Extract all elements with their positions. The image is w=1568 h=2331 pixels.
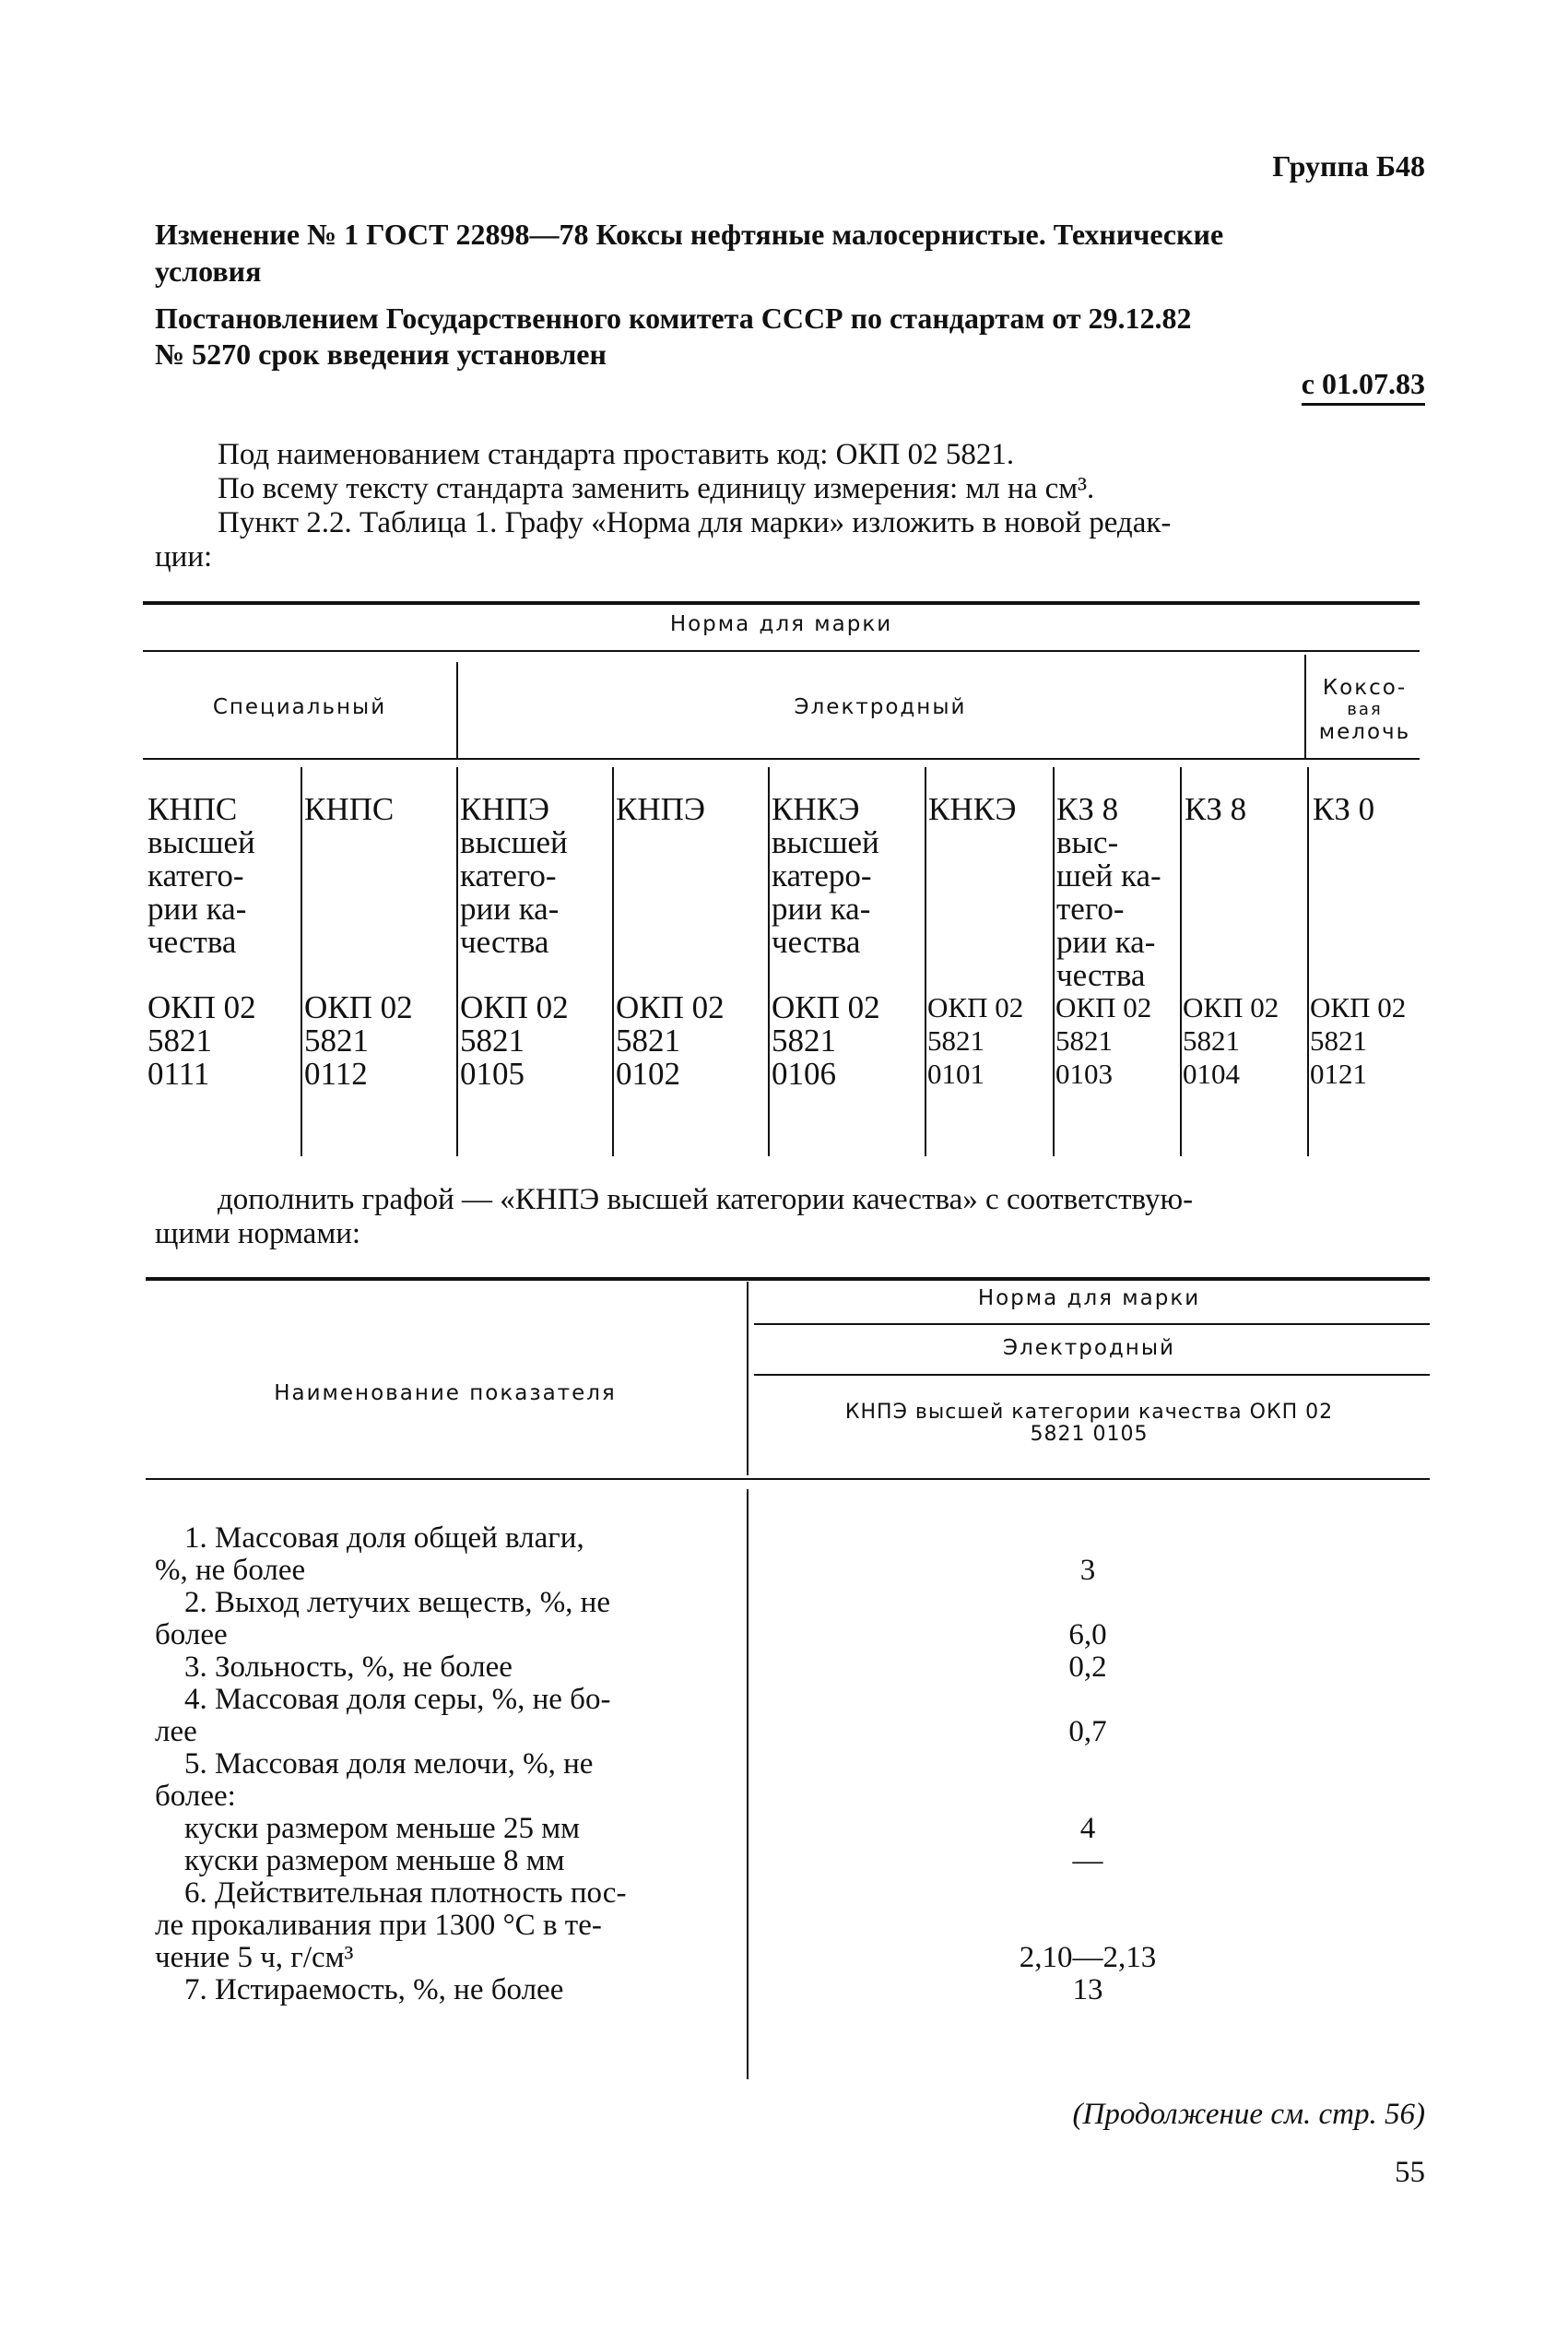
indicator-header: Наименование показателя (274, 1381, 617, 1405)
group-label: Группа Б48 (1272, 149, 1425, 183)
intro-paragraph-1: Под наименованием стандарта проставить код: ОКП 02 5821. (218, 438, 1015, 471)
grade-header-l2: 5821 0105 (1030, 1423, 1149, 1446)
name-line: шей ка- (1056, 858, 1161, 893)
code-line: 0102 (616, 1056, 680, 1092)
grade-header-l1: КНПЭ высшей категории качества ОКП 02 (844, 1401, 1334, 1424)
code-line: 0121 (1310, 1058, 1367, 1090)
name-line: чества (147, 924, 237, 960)
value-fines-8: — (1072, 1844, 1103, 1877)
value-sulfur: 0,7 (1068, 1715, 1107, 1748)
code-line: 5821 (304, 1023, 369, 1059)
col-kz8-premium-name (1056, 793, 1161, 992)
value-moisture: 3 (1079, 1554, 1096, 1587)
col-kz8-code (1183, 991, 1279, 1091)
value-abrasion: 13 (1072, 1973, 1103, 2006)
group-coke-fines-l3: мелочь (1318, 720, 1411, 744)
intro-paragraph-3-cont: ции: (155, 540, 213, 574)
col-knke-premium-code (772, 991, 880, 1091)
indicator-line: лее (155, 1715, 197, 1748)
decree-text-cont: № 5270 срок введения установлен (155, 337, 607, 371)
name-line: рии ка- (147, 891, 247, 927)
col-knke-code (927, 991, 1023, 1091)
code-line: ОКП 02 (460, 989, 569, 1025)
name-line: КЗ 8 (1056, 791, 1119, 827)
col-kz8-premium-code (1055, 991, 1151, 1091)
col-knpe-code (616, 991, 725, 1091)
code-line: ОКП 02 (1310, 991, 1407, 1024)
name-line: КНКЭ (928, 791, 1017, 827)
grade-header (749, 1402, 1430, 1446)
col-knke-premium-name (772, 793, 879, 959)
name-line: рии ка- (460, 891, 560, 927)
name-line: выс- (1056, 824, 1119, 860)
decree-text: Постановлением Государственного комитета СССР по стандартам от 29.12.82 (155, 302, 1192, 335)
name-line: чества (772, 924, 861, 960)
amendment-title-cont: условия (155, 254, 262, 288)
code-line: 0106 (772, 1056, 836, 1092)
col-knps-code (304, 991, 413, 1091)
code-line: 5821 (460, 1023, 525, 1059)
code-line: ОКП 02 (772, 989, 880, 1025)
name-line: высшей (460, 824, 568, 860)
group-coke-fines-l2: вая (1347, 700, 1383, 719)
code-line: 0101 (927, 1058, 984, 1090)
intro-paragraph-2: По всему тексту стандарта заменить единицу измерения: мл на см³. (218, 472, 1095, 505)
name-line: КЗ 8 (1185, 791, 1247, 827)
indicator-line: чение 5 ч, г/см³ (155, 1941, 354, 1974)
code-line: 0104 (1183, 1058, 1240, 1090)
code-line: ОКП 02 (304, 989, 413, 1025)
norm-header: Норма для марки (977, 1286, 1201, 1310)
mid-paragraph-cont: щими нормами: (155, 1217, 361, 1250)
indicator-line: более (155, 1618, 228, 1651)
value-density: 2,10—2,13 (1019, 1941, 1157, 1974)
col-knke-name (928, 793, 1017, 826)
continuation-note: (Продолжение см. стр. 56) (1072, 2098, 1425, 2131)
code-line: 5821 (1310, 1024, 1367, 1057)
name-line: тего- (1056, 891, 1125, 927)
indicator-line: %, не более (155, 1554, 306, 1587)
intro-paragraph-3: Пункт 2.2. Таблица 1. Графу «Норма для марки» изложить в новой редак- (218, 506, 1172, 539)
value-ash: 0,2 (1068, 1651, 1107, 1684)
code-line: ОКП 02 (927, 991, 1024, 1024)
name-line: высшей (147, 824, 255, 860)
name-line: катеро- (772, 858, 872, 893)
code-line: ОКП 02 (1183, 991, 1279, 1024)
indicator-line: 6. Действительная плотность пос- (184, 1876, 627, 1910)
code-line: 0112 (304, 1056, 368, 1092)
name-line: КНПС (304, 791, 395, 827)
value-fines-25: 4 (1079, 1812, 1096, 1845)
name-line: КНПС (147, 791, 238, 827)
indicator-line: куски размером меньше 8 мм (184, 1844, 565, 1877)
indicator-line: 2. Выход летучих веществ, %, не (184, 1586, 610, 1619)
name-line: чества (460, 924, 549, 960)
col-knpe-name (616, 793, 705, 826)
code-line: 5821 (927, 1024, 984, 1057)
code-line: 5821 (1183, 1024, 1240, 1057)
col-knps-premium-code (147, 991, 256, 1091)
group-special: Специальный (212, 695, 387, 719)
table1-top-header: Норма для марки (669, 612, 893, 636)
group-electrode: Электродный (794, 695, 967, 719)
code-line: ОКП 02 (616, 989, 725, 1025)
page-number: 55 (1395, 2156, 1425, 2189)
name-line: рии ка- (1056, 924, 1156, 960)
name-line: катего- (147, 858, 244, 893)
value-volatiles: 6,0 (1068, 1618, 1107, 1651)
col-knps-premium-name (147, 793, 255, 959)
name-line: КНПЭ (616, 791, 706, 827)
name-line: рии ка- (772, 891, 871, 927)
code-line: 0103 (1055, 1058, 1113, 1090)
name-line: чества (1056, 957, 1146, 993)
code-line: 5821 (147, 1023, 212, 1059)
indicator-line: 4. Массовая доля серы, %, не бо- (184, 1683, 611, 1716)
code-line: 5821 (772, 1023, 836, 1059)
electrode-subheader: Электродный (1003, 1336, 1175, 1360)
col-kz0-name (1313, 793, 1374, 826)
code-line: 0111 (147, 1056, 210, 1092)
name-line: КНПЭ (460, 791, 550, 827)
indicator-line: 5. Массовая доля мелочи, %, не (184, 1747, 594, 1781)
group-coke-fines (1307, 677, 1422, 743)
effective-date: с 01.07.83 (1302, 367, 1425, 406)
mid-paragraph: дополнить графой — «КНПЭ высшей категории качества» с соответствую- (218, 1183, 1194, 1216)
name-line: КЗ 0 (1313, 791, 1375, 827)
indicator-line: более: (155, 1780, 236, 1813)
code-line: ОКП 02 (1055, 991, 1152, 1024)
col-knps-name (304, 793, 394, 826)
col-kz8-name (1185, 793, 1246, 826)
indicator-line: 1. Массовая доля общей влаги, (184, 1521, 584, 1555)
code-line: 0105 (460, 1056, 525, 1092)
indicator-line: куски размером меньше 25 мм (184, 1812, 580, 1845)
code-line: 5821 (1055, 1024, 1113, 1057)
indicator-line: 7. Истираемость, %, не более (184, 1973, 564, 2006)
col-knpe-premium-code (460, 991, 569, 1091)
code-line: 5821 (616, 1023, 680, 1059)
name-line: катего- (460, 858, 557, 893)
group-coke-fines-l1: Коксо- (1322, 676, 1408, 700)
name-line: КНКЭ (772, 791, 860, 827)
col-knpe-premium-name (460, 793, 568, 959)
name-line: высшей (772, 824, 879, 860)
indicator-line: 3. Зольность, %, не более (184, 1651, 513, 1684)
amendment-title: Изменение № 1 ГОСТ 22898—78 Коксы нефтяные малосернистые. Технические (155, 218, 1224, 251)
col-kz0-code (1310, 991, 1406, 1091)
code-line: ОКП 02 (147, 989, 256, 1025)
indicator-line: ле прокаливания при 1300 °C в те- (155, 1909, 602, 1942)
